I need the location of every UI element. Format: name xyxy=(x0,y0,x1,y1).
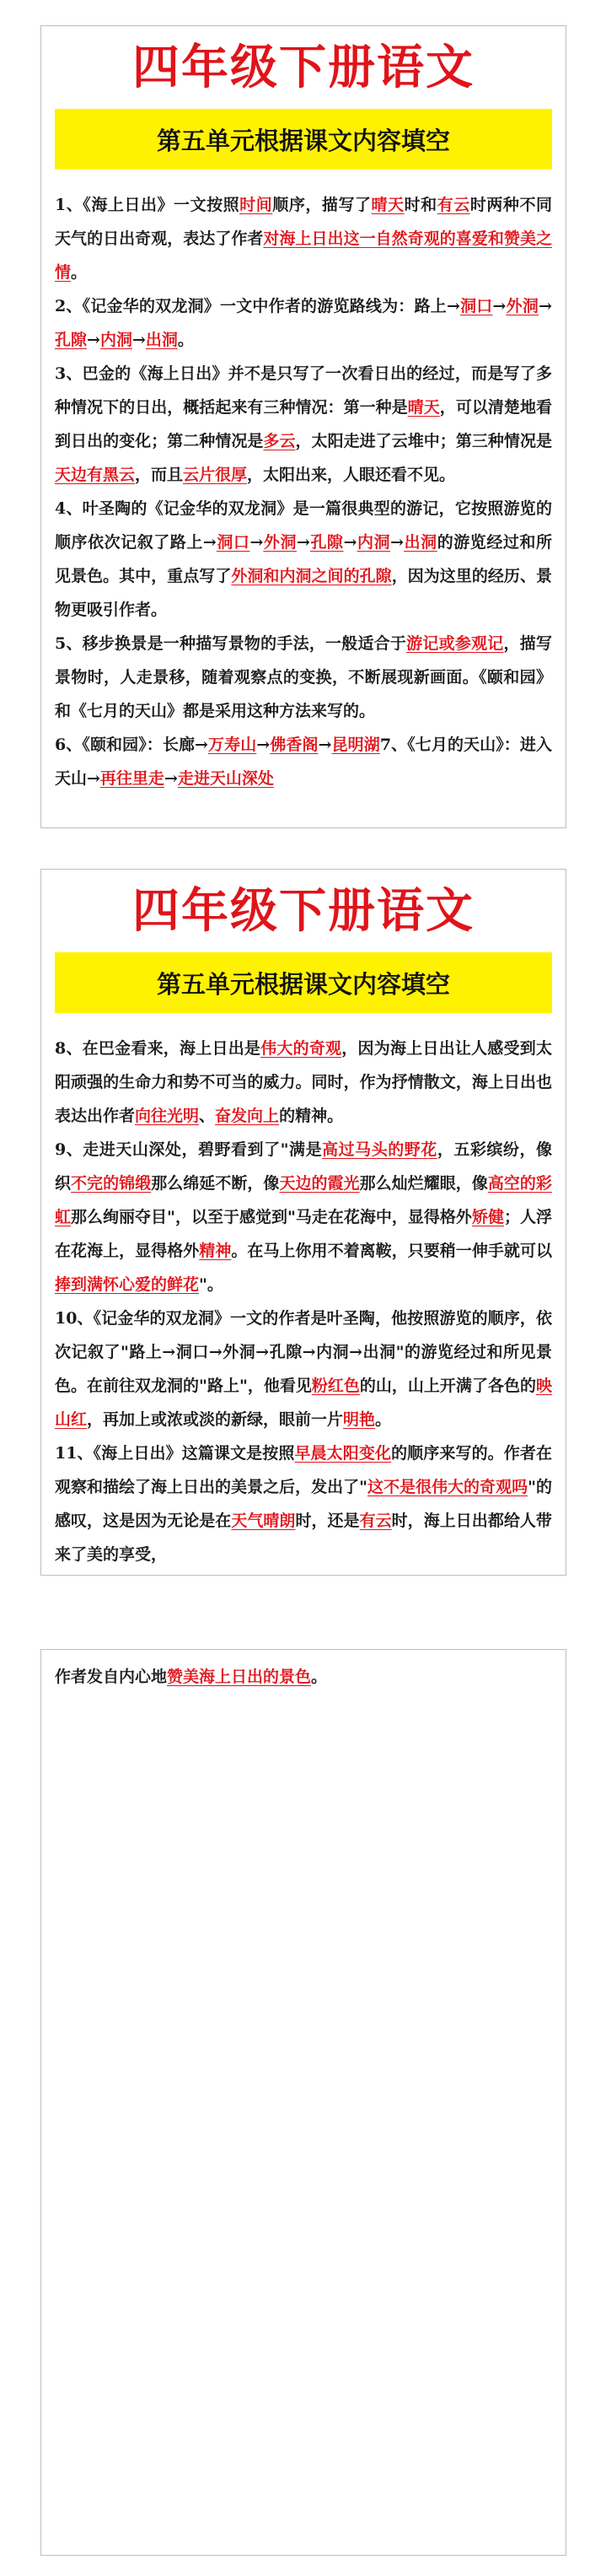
page-title: 四年级下册语文 xyxy=(132,884,475,939)
page-subtitle: 第五单元根据课文内容填空 xyxy=(55,109,552,170)
question-text: 。 xyxy=(177,331,194,349)
question-text: → xyxy=(318,736,332,754)
question-text: 6、《颐和园》：长廊→ xyxy=(55,736,208,754)
answer-text: 晴天 xyxy=(407,398,440,417)
answer-text: 晴天 xyxy=(371,196,405,214)
question-text: 那么绚丽夺目"，以至于感觉到"马走在花海中，显得格外 xyxy=(71,1208,472,1226)
question-item xyxy=(55,289,552,357)
answer-text: 这不是很伟大的奇观吗 xyxy=(367,1478,528,1496)
answer-text: 孔隙 xyxy=(55,331,88,349)
question-text: 7、《七月的天山》：进入天山→ xyxy=(55,736,552,788)
answer-text: 外洞和内洞之间的孔隙 xyxy=(231,567,392,585)
question-text: ，再加上或浓或淡的新绿，眼前一片 xyxy=(87,1410,344,1429)
question-text: 时，还是 xyxy=(295,1512,360,1530)
answer-text: 洞口 xyxy=(216,533,250,552)
question-text: 的精神。 xyxy=(279,1107,344,1125)
answer-text: 赞美海上日出的景色 xyxy=(167,1668,312,1686)
question-text: 2、《记金华的双龙洞》一文中作者的游览路线为：路上→ xyxy=(55,297,460,315)
answer-text: 粉红色 xyxy=(311,1377,360,1395)
worksheet-page-1 xyxy=(40,25,566,828)
answer-text: 伟大的奇观 xyxy=(260,1039,342,1058)
question-text: 时和 xyxy=(404,196,437,214)
answer-text: 内洞 xyxy=(99,331,132,349)
answer-text: 高空的彩虹 xyxy=(55,1174,552,1226)
question-text: → xyxy=(249,533,264,552)
answer-text: 矫健 xyxy=(471,1208,504,1226)
question-text: → xyxy=(492,297,507,315)
answer-text: 向往光明 xyxy=(135,1107,200,1125)
question-text: → xyxy=(164,769,178,788)
worksheet-page-2 xyxy=(40,869,566,1576)
answer-text: 精神 xyxy=(199,1242,232,1260)
question-item xyxy=(55,728,552,795)
question-text: ，因为海上日出让人感受到太阳顽强的生命力和势不可当的威力。同时，作为抒情散文，海上日出也表达出作者 xyxy=(55,1039,552,1125)
question-text: ，而且 xyxy=(135,466,184,484)
question-text: "的感叹，这是因为无论是在 xyxy=(55,1478,552,1530)
answer-text: 早晨太阳变化 xyxy=(294,1444,392,1463)
question-text: → xyxy=(131,331,146,349)
question-text: 。 xyxy=(71,263,88,282)
answer-text: 对海上日出这一自然奇观的喜爱和赞美之情 xyxy=(55,229,552,282)
question-text: 、 xyxy=(199,1107,216,1125)
question-item xyxy=(55,357,552,492)
question-item xyxy=(55,1133,552,1301)
answer-text: 天边有黑云 xyxy=(55,466,136,484)
question-text: → xyxy=(297,533,310,552)
items-list xyxy=(41,1650,566,1694)
answer-text: 云片很厚 xyxy=(183,466,248,484)
page-title: 四年级下册语文 xyxy=(132,40,475,95)
question-text: ；人浮在花海上，显得格外 xyxy=(55,1208,552,1260)
page-subtitle: 第五单元根据课文内容填空 xyxy=(55,952,552,1013)
question-text: 时两种不同天气的日出奇观，表达了作者 xyxy=(55,196,552,248)
answer-text: 天边的霞光 xyxy=(279,1174,360,1193)
question-text: ，太阳走进了云堆中；第三种情况是 xyxy=(295,432,552,450)
question-text: → xyxy=(539,297,552,315)
answer-text: 多云 xyxy=(263,432,296,450)
question-item xyxy=(55,1032,552,1133)
question-item xyxy=(55,1436,552,1571)
answer-text: 洞口 xyxy=(459,297,493,315)
answer-text: 昆明湖 xyxy=(331,736,380,754)
question-text: ，可以清楚地看到日出的变化；第二种情况是 xyxy=(55,398,552,450)
question-text: 4、叶圣陶的《记金华的双龙洞》是一篇很典型的游记，它按照游览的顺序依次记叙了路上→ xyxy=(55,499,552,552)
question-item xyxy=(55,492,552,627)
question-text: 3、巴金的《海上日出》并不是只写了一次看日出的经过，而是写了多种情况下的日出，概括起来有三种情况：第一种是 xyxy=(55,364,552,417)
question-text: 5、移步换景是一种描写景物的手法，一般适合于 xyxy=(55,634,407,653)
answer-text: 走进天山深处 xyxy=(177,769,274,788)
answer-text: 孔隙 xyxy=(309,533,344,552)
answer-text: 天气晴朗 xyxy=(231,1512,296,1530)
question-text: 那么绵延不断，像 xyxy=(151,1174,280,1193)
answer-text: 外洞 xyxy=(263,533,298,552)
question-text: 的山，山上开满了各色的 xyxy=(359,1377,536,1395)
question-item xyxy=(55,627,552,728)
answer-text: 外洞 xyxy=(506,297,539,315)
answer-text: 有云 xyxy=(437,196,470,214)
question-text: 1、《海上日出》一文按照 xyxy=(55,196,240,214)
question-text: 时，海上日出都给人带来了美的享受， xyxy=(55,1512,552,1564)
answer-text: 出洞 xyxy=(404,533,437,552)
question-text: 。 xyxy=(375,1410,392,1429)
answer-text: 出洞 xyxy=(145,331,178,349)
worksheet-page-3 xyxy=(40,1649,566,2556)
question-text: → xyxy=(343,533,357,552)
answer-text: 内洞 xyxy=(357,533,391,552)
items-list xyxy=(41,1013,566,1571)
answer-text: 明艳 xyxy=(343,1410,376,1429)
answer-text: 捧到满怀心爱的鲜花 xyxy=(55,1275,200,1294)
question-text: ，描写景物时，人走景移，随着观察点的变换，不断展现新画面。《颐和园》和《七月的天山》都是采用这种方法来写的。 xyxy=(55,634,552,720)
items-list xyxy=(41,170,566,795)
answer-text: 映山红 xyxy=(55,1377,552,1429)
answer-text: 佛香阁 xyxy=(270,736,319,754)
question-item xyxy=(55,188,552,289)
question-text: 11、《海上日出》这篇课文是按照 xyxy=(55,1444,295,1463)
answer-text: 万寿山 xyxy=(207,736,257,754)
question-text: 的游览经过和所见景色。其中，重点写了 xyxy=(55,533,552,585)
answer-text: 游记或参观记 xyxy=(406,634,504,653)
question-text: ，因为这里的经历、景物更吸引作者。 xyxy=(55,567,552,619)
question-text: → xyxy=(256,736,271,754)
question-item xyxy=(55,1301,552,1436)
answer-text: 高过马头的野花 xyxy=(322,1140,437,1159)
question-text: 。 xyxy=(311,1668,328,1686)
question-text: 作者发自内心地 xyxy=(55,1668,168,1686)
question-text: → xyxy=(390,533,405,552)
answer-text: 不完的锦缎 xyxy=(71,1174,152,1193)
answer-text: 有云 xyxy=(359,1512,392,1530)
question-text: 8、在巴金看来，海上日出是 xyxy=(55,1039,261,1058)
question-text: 。在马上你用不着离鞍，只要稍一伸手就可以 xyxy=(231,1242,552,1260)
question-text: "。 xyxy=(199,1275,223,1294)
question-text: 的顺序来写的。作者在观察和描绘了海上日出的美景之后，发出了" xyxy=(55,1444,552,1496)
question-text: 10、《记金华的双龙洞》一文的作者是叶圣陶，他按照游览的顺序，依次记叙了"路上→洞口→外洞→孔隙→内洞→出洞"的游览经过和所见景色。在前往双龙洞的"路上"，他看见 xyxy=(55,1309,552,1395)
answer-text: 奋发向上 xyxy=(215,1107,280,1125)
question-text: ，太阳出来，人眼还看不见。 xyxy=(247,466,456,484)
question-text: ，五彩缤纷，像织 xyxy=(55,1140,552,1193)
question-text: 那么灿烂耀眼，像 xyxy=(359,1174,488,1193)
answer-text: 时间 xyxy=(239,196,273,214)
question-text: 9、走进天山深处，碧野看到了"满是 xyxy=(55,1140,323,1159)
question-text: 顺序，描写了 xyxy=(272,196,372,214)
question-text: → xyxy=(87,331,100,349)
answer-text: 再往里走 xyxy=(99,769,164,788)
question-item xyxy=(55,1660,552,1694)
